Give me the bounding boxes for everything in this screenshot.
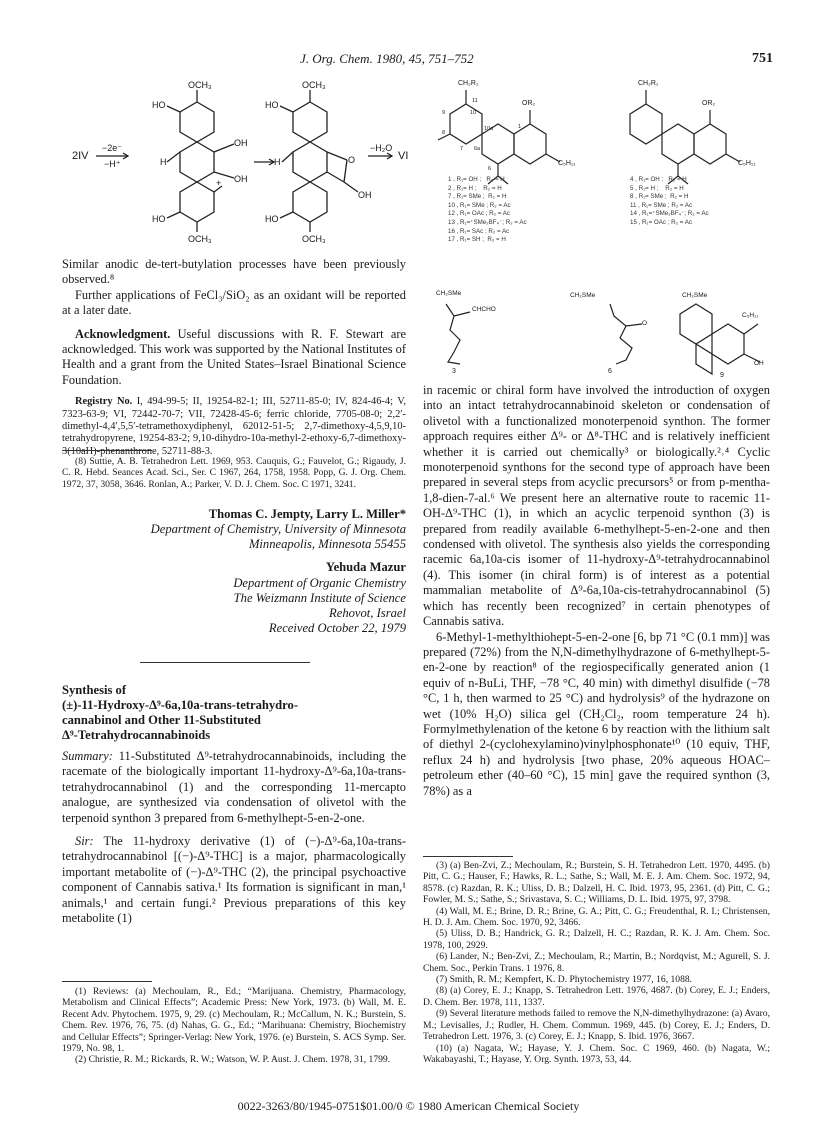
affiliation: The Weizmann Institute of Science bbox=[233, 590, 406, 605]
scheme-label: OCH₃ bbox=[188, 80, 212, 90]
structure-label: CHCHO bbox=[472, 306, 496, 313]
scheme-label: + bbox=[216, 178, 222, 188]
footnotes-left bbox=[62, 986, 406, 1066]
scheme-label: OCH₃ bbox=[302, 80, 326, 90]
structure-label: 7 bbox=[460, 146, 464, 152]
structure-label: C₅H₁₁ bbox=[742, 312, 759, 319]
received-date: Received October 22, 1979 bbox=[268, 620, 406, 635]
sir-paragraph bbox=[62, 834, 406, 926]
synthon-structures bbox=[430, 290, 770, 380]
structure-label: C₅H₁₁ bbox=[558, 160, 576, 167]
paragraph: Similar anodic de-tert-butylation processes have been previously observed.⁸ bbox=[62, 257, 406, 287]
registry-heading: Registry No. bbox=[75, 396, 133, 408]
footnote: (6) Lander, N.; Ben-Zvi, Z.; Mechoulam, R.; Martin, B.; Nordqvist, M.; Agurell, S. J. Chem. Soc., Perkin Trans. 1 1976, 8. bbox=[423, 951, 770, 974]
footnote: (8) (a) Corey, E. J.; Knapp, S. Tetrahedron Lett. 1976, 4687. (b) Corey, E. J.; Enders, D. Chem. Ber. 1978, 111, 1337. bbox=[423, 985, 770, 1008]
scheme-label: OH bbox=[234, 138, 248, 148]
title-line: Δ⁹-Tetrahydrocannabinoids bbox=[62, 728, 211, 742]
footnote: (10) (a) Nagata, W.; Hayase, Y. J. Chem. Soc. C 1969, 460. (b) Nagata, W.; Wakabayashi, T.; Hayase, Y. Org. Synth. 1973, 53, 44. bbox=[423, 1042, 770, 1065]
structure-label: 11 bbox=[472, 98, 478, 104]
structure-label: C₅H₁₁ bbox=[738, 160, 756, 167]
affiliation: Department of Organic Chemistry bbox=[233, 575, 406, 590]
structure-label: CH₂SMe bbox=[570, 292, 596, 299]
authors-line-1: Thomas C. Jempty, Larry L. Miller* bbox=[208, 507, 406, 521]
compound-number: 9 bbox=[720, 372, 724, 379]
summary-body: 11-Substituted Δ⁹-tetrahydrocannabinoids, including the racemate of the biologically important 11-hydroxy-Δ⁹-6a,10a-trans-tetrahydrocannabinol (1) and the corresponding 11-mercapto analogue, are synthesized via condensation of olivetol with the terpenoid synthon 3 prepared from 6-methylhept-5-en-2-one. bbox=[62, 749, 406, 825]
footnote: (4) Wall, M. E.; Brine, D. R.; Brine, G. A.; Pitt, C. G.; Freudenthal, R. I.; Christensen, H. D. J. Am. Chem. Soc. 1970, 92, 3466. bbox=[423, 905, 770, 929]
page-footer: 0022-3263/80/1945-0751$01.00/0 © 1980 American Chemical Society bbox=[237, 1099, 580, 1113]
footnote-rule bbox=[423, 856, 513, 857]
affiliation: Rehovot, Israel bbox=[329, 605, 406, 620]
footnote: (7) Smith, R. M.; Kempfert, K. D. Phytochemistry 1977, 16, 1088. bbox=[436, 974, 693, 986]
footnote-rule bbox=[62, 450, 152, 451]
structure-label: OR₂ bbox=[702, 100, 716, 107]
registry-numbers bbox=[62, 396, 406, 458]
scheme-label: OCH₃ bbox=[188, 234, 212, 244]
scheme-arrow-bottom: −H⁺ bbox=[104, 159, 121, 169]
scheme-label: HO bbox=[265, 214, 279, 224]
paragraph: Further applications of FeCl₃/SiO₂ as an oxidant will be reported at a later date. bbox=[62, 287, 406, 318]
scheme-product: VI bbox=[398, 150, 409, 162]
reaction-scheme bbox=[62, 80, 412, 250]
affiliation: Minneapolis, Minnesota 55455 bbox=[248, 537, 406, 552]
title-line: cannabinol and Other 11-Substituted bbox=[62, 713, 261, 727]
structure-label: OR₂ bbox=[522, 100, 536, 107]
structure-label: OH bbox=[754, 360, 764, 367]
page-number: 751 bbox=[752, 51, 773, 66]
structure-label: CH₂SMe bbox=[682, 292, 708, 299]
article-title bbox=[62, 683, 406, 743]
right-column-body bbox=[423, 383, 770, 799]
summary-text bbox=[62, 749, 406, 826]
ack-body: Useful discussions with R. F. Stewart are acknowledged. This work was supported by the National Institutes of Health and a grant from the United States–Israel Binational Science Foundation. bbox=[62, 326, 406, 387]
structure-label: 6a bbox=[474, 146, 481, 152]
affiliation: Department of Chemistry, University of Minnesota bbox=[150, 522, 406, 537]
footnote-rule bbox=[62, 981, 152, 982]
scheme-label: OH bbox=[234, 174, 248, 184]
structure-label: 9 bbox=[442, 110, 446, 116]
footnotes-right bbox=[423, 860, 770, 1065]
footnote: (9) Several literature methods failed to remove the N,N-dimethylhydrazone: (a) Avaro, M.; Levisalles, J.; Rudler, H. Chem. Commun. 1969, 445. (b) Corey, E. J.; Enders, D. Tetrahedron Lett. 1976, 3. (c) Corey, E. J.; Knapp, S. Ibid. 1976, 3667. bbox=[423, 1008, 770, 1043]
article-separator bbox=[140, 662, 310, 663]
scheme-label: HO bbox=[152, 100, 166, 110]
scheme-label: OH bbox=[358, 190, 372, 200]
structure-label: O bbox=[642, 320, 648, 327]
paragraph: in racemic or chiral form have involved the introduction of oxygen into an intact tetrahydrocannabinoid skeleton or condensation of olivetol with a functionalized monoterpenoid synthon. The former approach requires either Δ⁹- or Δ⁸-THC and is relatively inefficient whether it is carried out chemically³ or biologically.²˒⁴ Cyclic monoterpenoid synthons for the second type of approach have been prepared in several steps from acyclic precursors⁵ or from p-mentha-1,8-dien-7-al.⁶ We present here an alternative route to racemic 11-OH-Δ⁹-THC (1), in which an acyclic terpenoid synthon (3) is prepared from readily available 6-methylhept-5-en-2-one and then condensed with olivetol. The synthesis also yields the corresponding racemic 6a,10a-cis isomer of 11-hydroxy-Δ⁹-tetrahydrocannabinol (4). This isomer (in chiral form) is of interest as a potential mammalian metabolite of Δ⁹-6a,10a-cis-tetrahydrocannabinol (5) which has recently been recognized⁷ in certain phenotypes of Cannabis sativa. bbox=[423, 383, 770, 629]
sir-body: The 11-hydroxy derivative (1) of (−)-Δ⁹-6a,10a-trans-tetrahydrocannabinol [(−)-Δ⁹-THC] is a major, pharmacologically important metabolite of (−)-Δ⁹-THC (2), the principal psychoactive component of Cannabis sativa.¹ Its formation is significant in man,¹ animals,¹ and certain fungi.² Previous preparations of this key metabolite (1) bbox=[62, 834, 406, 926]
scheme-label: H bbox=[160, 157, 167, 167]
acknowledgment bbox=[62, 327, 406, 389]
scheme-label: H bbox=[274, 157, 281, 167]
scheme-label: OCH₃ bbox=[302, 234, 326, 244]
footnote: (2) Christie, R. M.; Rickards, R. W.; Watson, W. P. Aust. J. Chem. 1978, 31, 1799. bbox=[75, 1054, 391, 1066]
ack-heading: Acknowledgment. bbox=[75, 326, 171, 341]
author-2: Yehuda Mazur bbox=[325, 560, 406, 575]
journal-header: J. Org. Chem. 1980, 45, 751–752 bbox=[300, 51, 474, 66]
scheme-reactant: 2IV bbox=[72, 150, 89, 162]
author-block bbox=[62, 507, 406, 636]
structure-label: CH₂R₁ bbox=[458, 80, 479, 87]
structure-label: CH₂SMe bbox=[436, 290, 462, 297]
compound-number: 3 bbox=[452, 368, 456, 375]
title-line: (±)-11-Hydroxy-Δ⁹-6a,10a-trans-tetrahydro- bbox=[62, 698, 299, 712]
compound-list-right: 4 , R₁= OH ; R₂ = H 5 , R₁= H ; R₂ = H 8 , R₁= SMe ; R₂ = H 11 , R₁= SMe ; R₂ = Ac 14 , R₁=⁺SMe₂BF₄⁻; R₂ = Ac 15 , R₁= OAc ; R₂ = Ac bbox=[630, 176, 709, 226]
structure-label: CH₂R₁ bbox=[638, 80, 659, 87]
scheme-label: HO bbox=[265, 100, 279, 110]
footnote: (3) (a) Ben-Zvi, Z.; Mechoulam, R.; Burstein, S. H. Tetrahedron Lett. 1970, 4495. (b) Pitt, C. G.; Hauser, F.; Hawks, R. L.; Sathe, S.; Wall, M. E. J. Am. Chem. Soc. 1972, 94, 8578. (c) Razdan, R. K.; Uliss, D. B.; Dalzell, H. C. Ibid. 1973, 95, 2361. (d) Pitt, C. G.; Fowler, M. S.; Sathe, S.; Srivastava, S. C.; Williams, D. L. Ibid. 1975, 97, 3798. bbox=[423, 860, 770, 906]
paragraph: 6-Methyl-1-methylthiohept-5-en-2-one [6, bp 71 °C (0.1 mm)] was prepared (72%) from the N,N-dimethylhydrazone of 6-methylhept-5-en-2-one by reaction⁸ of the regiospecifically generated anion (1 equiv of n-BuLi, THF, −78 °C, 40 min) with dimethyl disulfide (−78 °C, 1 h, then warmed to 25 °C) and hydrolysis⁹ of the hydrazone on wet (10% H₂O) silica gel (CH₂Cl₂, room temperature 24 h). Formylmethylenation of the ketone 6 by reaction with the lithium salt of diethyl 2-(cyclohexylamino)vinylphosphonate¹⁰ (10 equiv, THF, reflux 24 h) and hydrolysis [two phase, 20% aqueous HOAC–petroleum ether (40–60 °C), 15 min] gave the required synthon (3, 78%) as a bbox=[423, 629, 770, 798]
summary bbox=[62, 749, 406, 926]
structure-label: 1 bbox=[518, 124, 522, 130]
structure-label: 10 bbox=[470, 110, 477, 116]
scheme-arrow2-top: −H₂O bbox=[370, 143, 393, 153]
footnote: (1) Reviews: (a) Mechoulam, R., Ed.; “Marijuana. Chemistry, Pharmacology, Metabolism and Clinical Effects”; Academic Press: New York, 1973. (b) Wall, M. E. Recent Adv. Phytochem. 1975, 9, 29. (c) Mechoulam, R.; McCallum, N. K.; Burstein, S. Chem. Rev. 1976, 76, 75. (d) Nahas, G. G., Ed.; “Marihuana: Chemistry, Biochemistry and Cellular Effects”; Springer-Verlag: New York, 1976. (e) Burstein, S. ACS Symp. Ser. 1979, No. 98, 1. bbox=[62, 986, 406, 1055]
footnote: (5) Uliss, D. B.; Handrick, G. R.; Dalzell, H. C.; Razdan, R. K. J. Am. Chem. Soc. 1978, 100, 2929. bbox=[423, 928, 770, 951]
structure-label: 10a bbox=[484, 126, 494, 132]
sir-heading: Sir: bbox=[75, 834, 94, 849]
registry-body: I, 494-99-5; II, 19254-82-1; III, 52711-85-0; IV, 824-46-4; V, 7323-63-9; VI, 72442-70-7; VII, 72428-45-6; ferric chloride, 7705-08-0; 2,2′-dimethyl-4,4′,5,5′-tetramethoxydiphenyl, 62012-51-5; 2,7-dimethoxy-4,5,9,10-tetrahydropyrene, 19254-83-2; 9,10-dihydro-10a-methyl-2-ethoxy-6,7-dimethoxy-3(10aH)-phenanthrone, 52711-88-3. bbox=[62, 396, 406, 457]
structure-label: 8 bbox=[442, 130, 446, 136]
footnote: (8) Suttie, A. B. Tetrahedron Lett. 1969, 953. Cauquis, G.; Fauvelot, G.; Rigaudy, J. C. R. Hebd. Seances Acad. Sci., Ser. C 1967, 264, 1758, 1958. Popp, G. J. Org. Chem. 1972, 37, 3058, 3646. Ronlan, A.; Parker, V. D. J. Chem. Soc. C 1971, 3241. bbox=[62, 456, 406, 490]
scheme-label: HO bbox=[152, 214, 166, 224]
footnote-8 bbox=[62, 456, 406, 490]
scheme-arrow-top: −2e⁻ bbox=[102, 143, 123, 153]
summary-heading: Summary: bbox=[62, 749, 113, 763]
thc-structures bbox=[430, 80, 770, 284]
compound-number: 6 bbox=[608, 368, 612, 375]
compound-list-left: 1 , R₁= OH ; R₂ = H 2 , R₁= H ; R₂ = H 7 , R₁= SMe ; R₂ = H 10 , R₁= SMe ; R₂ = Ac 12 , R₁= OAc ; R₂ = Ac 13 , R₁=⁺SMe₂BF₄⁻; R₂ = Ac 16 , R₁= SAc ; R₂ = Ac 17 , R₁= SH ; R₂ = H bbox=[448, 176, 527, 244]
structure-label: 6 bbox=[488, 166, 492, 172]
scheme-label: O bbox=[348, 155, 356, 165]
left-column-upper bbox=[62, 257, 406, 458]
title-line: Synthesis of bbox=[62, 683, 127, 697]
